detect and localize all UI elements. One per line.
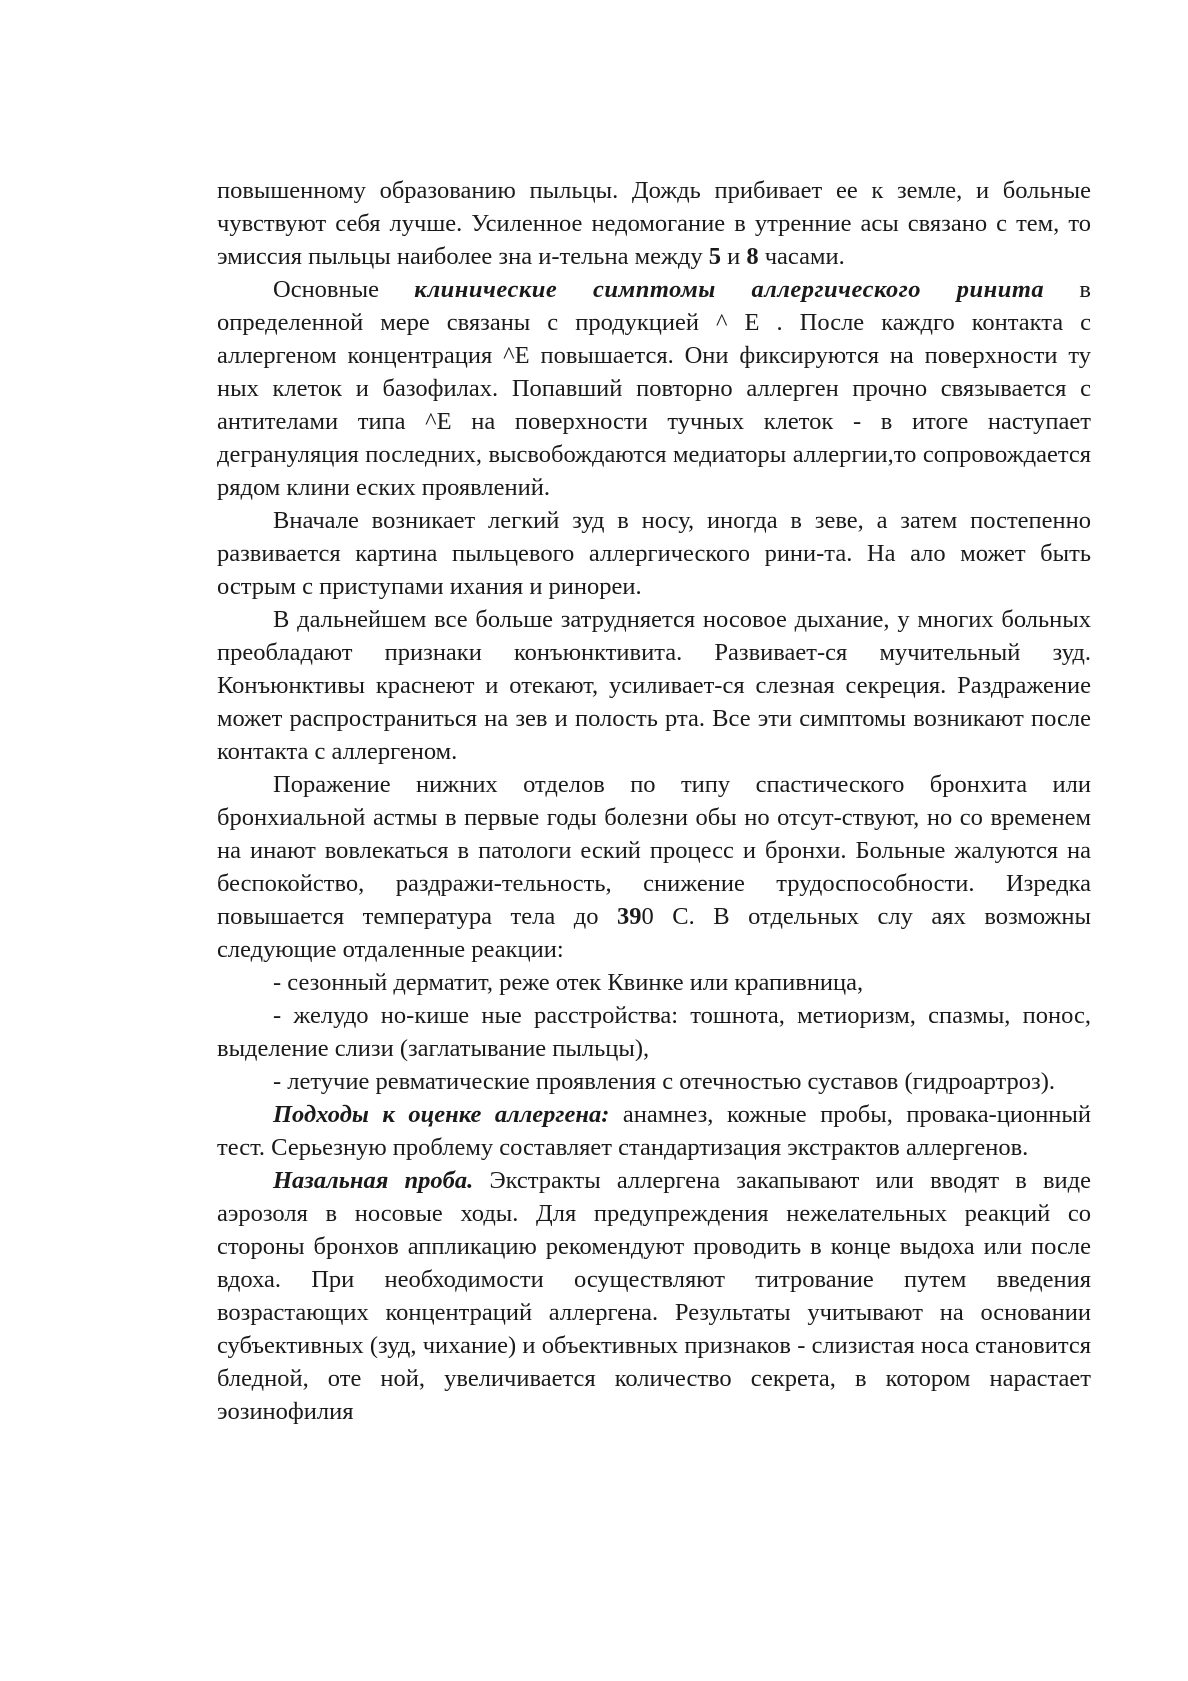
paragraph-onset: Вначале возникает легкий зуд в носу, иногда в зеве, а затем постепенно развивается картина пыльцевого аллергического рини-та. На ало может быть острым с приступами ихания и ринореи. <box>217 507 1091 600</box>
text: в определенной мере связаны с продукцией ^ Е . После каждго контакта с аллергеном концентрация ^Е повышается. Они фиксируются на поверхности ту ных клеток и базофилах. Попавший повторно аллерген прочно связывается с антителами типа ^Е на поверхности тучных клеток - в итоге наступает дегрануляция последних, высвобождаются медиаторы аллергии,то сопровождается рядом клини еских проявлений. <box>217 276 1091 501</box>
emphasis-clinical-symptoms: клинические симптомы аллергического ринита <box>414 276 1045 303</box>
list-item-gastrointestinal: - желудо но-кише ные расстройства: тошнота, метиоризм, спазмы, понос, выделение слизи (заглатывание пыльцы), <box>217 1002 1091 1062</box>
paragraph-allergen-assessment <box>217 1098 1091 1164</box>
paragraph-clinical-symptoms <box>217 273 1091 504</box>
paragraph-conjunctivitis: В дальнейшем все больше затрудняется носовое дыхание, у многих больных преобладают признаки конъюнктивита. Развивает-ся мучительный зуд. Конъюнктивы краснеют и отекают, усиливает-ся слезная секреция. Раздражение может распространиться на зев и полость рта. Все эти симптомы возникают после контакта с аллергеном. <box>217 606 1091 765</box>
text: часами. <box>758 243 845 270</box>
list-item-dermatitis: - сезонный дерматит, реже отек Квинке или крапивница, <box>273 969 864 996</box>
paragraph-nasal-test <box>217 1164 1091 1428</box>
list-item-rheumatic: - летучие ревматические проявления с отечностью суставов (гидроартроз). <box>273 1068 1056 1095</box>
hour-start: 5 <box>708 243 721 270</box>
document-page <box>217 174 1091 1428</box>
paragraph-pollen-weather <box>217 174 1091 273</box>
hour-end: 8 <box>746 243 759 270</box>
emphasis-nasal-test: Назальная проба. <box>273 1167 474 1194</box>
temperature-value: 39 <box>617 903 642 930</box>
text: и <box>720 243 747 270</box>
text: Поражение нижних отделов по типу спастического бронхита или бронхиальной астмы в первые годы болезни обы но отсут-ствуют, но со временем на инают вовлекаться в патологи еский процесс и бронхи. Больные жалуются на беспокойство, раздражи-тельность, снижение трудоспособности. Изредка повышается температура тела до <box>217 771 1091 930</box>
emphasis-assessment: Подходы к оценке аллергена: <box>273 1101 610 1128</box>
paragraph-bronchi <box>217 768 1091 966</box>
text: Основные <box>273 276 415 303</box>
text: повышенному образованию пыльцы. Дождь прибивает ее к земле, и больные чувствуют себя лучше. Усиленное недомогание в утренние асы связано с тем, то эмиссия пыльцы наиболее зна и-тельна между <box>217 177 1091 270</box>
text: 0 С. В отдельных слу аях возможны следующие отдаленные реакции: <box>217 903 1091 963</box>
text: Экстракты аллергена закапывают или вводят в виде аэрозоля в носовые ходы. Для предупреждения нежелательных реакций со стороны бронхов аппликацию рекомендуют проводить в конце выдоха или после вдоха. При необходимости осуществляют титрование путем введения возрастающих концентраций аллергена. Результаты учитывают на основании субъективных (зуд, чихание) и объективных признаков - слизистая носа становится бледной, оте ной, увеличивается количество секрета, в котором нарастает эозинофилия <box>217 1167 1091 1425</box>
text: анамнез, кожные пробы, провака-ционный тест. Серьезную проблему составляет стандартизация экстрактов аллергенов. <box>217 1101 1091 1161</box>
